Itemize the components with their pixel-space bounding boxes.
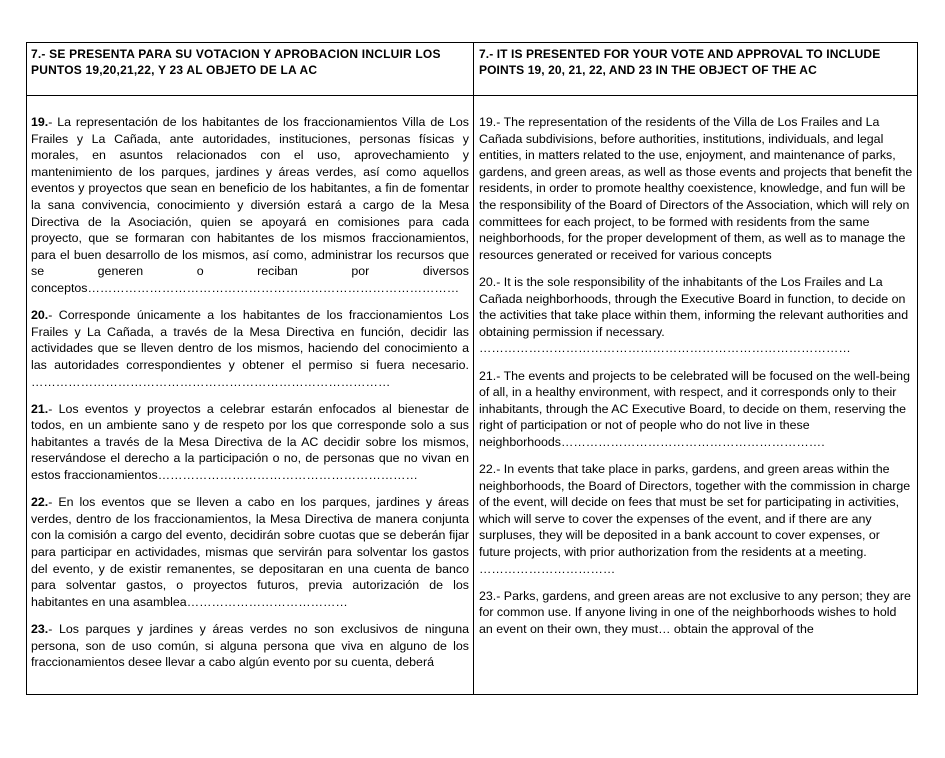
point-number: 19. [479,115,497,129]
point-text: - Parks, gardens, and green areas are not exclusive to any person; they are for common use. If anyone living in one of the neighborhoods wishes to hold an event on their own, they must… obtain the approval of the [479,588,911,636]
point-number: 21. [479,368,497,383]
header-english: 7.- IT IS PRESENTED FOR YOUR VOTE AND APPROVAL TO INCLUDE POINTS 19, 20, 21, 22, AND 23 IN THE OBJECT OF THE AC [479,47,881,77]
point-23-en [479,588,913,638]
point-text: - Los eventos y proyectos a celebrar estarán enfocados al bienestar de todos, en un ambiente sano y de respeto por los que corresponde solo a sus habitantes a través de la Mesa Directiva de la AC decidir sobre los mismos, reservándose el derecho a la participación o no, de personas que no vivan en estos fraccionamientos……………………………………………………… [31,401,469,483]
point-number: 23. [31,622,49,636]
point-23-es [31,621,469,671]
point-22-es [31,494,469,610]
point-text: - In events that take place in parks, gardens, and green areas within the neighborhoods, the Board of Directors, together with the commission in charge of the event, will decide on fees that must be set for participating in activities, which will serve to cover the expenses of the event, and if there are any surpluses, they will be deposited in a bank account to cover expenses, or future projects, with prior authorization from the residents at a meeting. …………………………… [479,462,911,576]
bilingual-table [26,42,918,695]
point-19-es [31,114,469,297]
point-text: - En los eventos que se lleven a cabo en los parques, jardines y áreas verdes, dentro de los fraccionamientos, la Mesa Directiva de manera conjunta con la comisión a cargo del evento, decidirán sobre cuotas que se deberán fijar para participar en actividades, mismas que servirán para solventar los gastos del evento, y de existir remanentes, se depositaran en una cuenta de banco para solventar gastos, o proyectos futuros, previa autorización de los habitantes en una asamblea………………………………… [31,495,469,609]
point-number: 21. [31,401,49,416]
spanish-column [31,114,469,681]
point-text: - Los parques y jardines y áreas verdes no son exclusivos de ninguna persona, son de uso común, si alguna persona que viva en alguno de los fraccionamientos desee llevar a cabo algún evento por su cuenta, deberá [31,622,469,670]
point-number: 23. [479,588,497,603]
header-spanish: 7.- SE PRESENTA PARA SU VOTACION Y APROBACION INCLUIR LOS PUNTOS 19,20,21,22, Y 23 AL OBJETO DE LA AC [31,47,441,77]
point-21-es [31,401,469,484]
point-19-en [479,114,913,263]
point-text: - The representation of the residents of the Villa de Los Frailes and La Cañada subdivisions, before authorities, institutions, individuals, and legal entities, in matters related to the use, enjoyment, and maintenance of parks, gardens, and green areas, as well as those events and projects that benefit the residents, in order to promote healthy coexistence, knowledge, and fun will be the responsibility of the Board of Directors of the Association, which will rely on committees for each project, to be formed with residents from the same neighborhoods, for the proper development of them, as well as to manage the resources generated or received for various concepts [479,115,913,262]
point-text: - The events and projects to be celebrated will be focused on the well-being of all, in a healthy environment, with respect, and it corresponds only to their inhabitants, through the AC Executive Board, to decide on them, reserving the right of participation or not of people who do not live in these neighborhoods………………………………………………………. [479,368,910,449]
point-number: 22. [479,462,497,477]
english-column [479,114,913,648]
point-20-en [479,274,913,357]
point-text: - La representación de los habitantes de los fraccionamientos Villa de Los Frailes y La Cañada, ante autoridades, instituciones, personas físicas y morales, en asuntos relacionados con el uso, aprovechamiento y mantenimiento de los parques, jardines y áreas verdes, así como aquellos eventos y proyectos que sean en beneficio de los habitantes, a fin de fomentar la sana convivencia, conocimiento y diversión estará a cargo de la Mesa Directiva de la Asociación, quien se apoyará en comisiones para cada proyecto, que se formaran con habitantes de los mismos fraccionamientos, para el buen desarrollo de los mismos, así como, administrar los recursos que se generen o reciban por diversos conceptos……………………………………………………………………………… [31,115,469,295]
point-number: 20. [479,274,497,289]
point-number: 19. [31,115,49,129]
point-number: 22. [31,495,49,510]
point-text: - It is the sole responsibility of the inhabitants of the Los Frailes and La Cañada neighborhoods, through the Executive Board in function, to decide on the activities that take place within them, informing the relevant authorities and obtaining permission if necessary. ……………………………………………………………………………… [479,274,909,356]
point-text: - Corresponde únicamente a los habitantes de los fraccionamientos Los Frailes y La Cañada, a través de la Mesa Directiva en función, decidir las actividades que se lleven dentro de los mismos, haciendo del conocimiento a las autoridades correspondientes y obtener el permiso si fuera necesario. …………………………………………………………………………… [31,308,469,389]
point-20-es [31,307,469,390]
point-number: 20. [31,308,49,323]
column-divider [473,43,474,694]
header-divider [27,95,917,96]
point-21-en [479,368,913,451]
point-22-en [479,461,913,577]
